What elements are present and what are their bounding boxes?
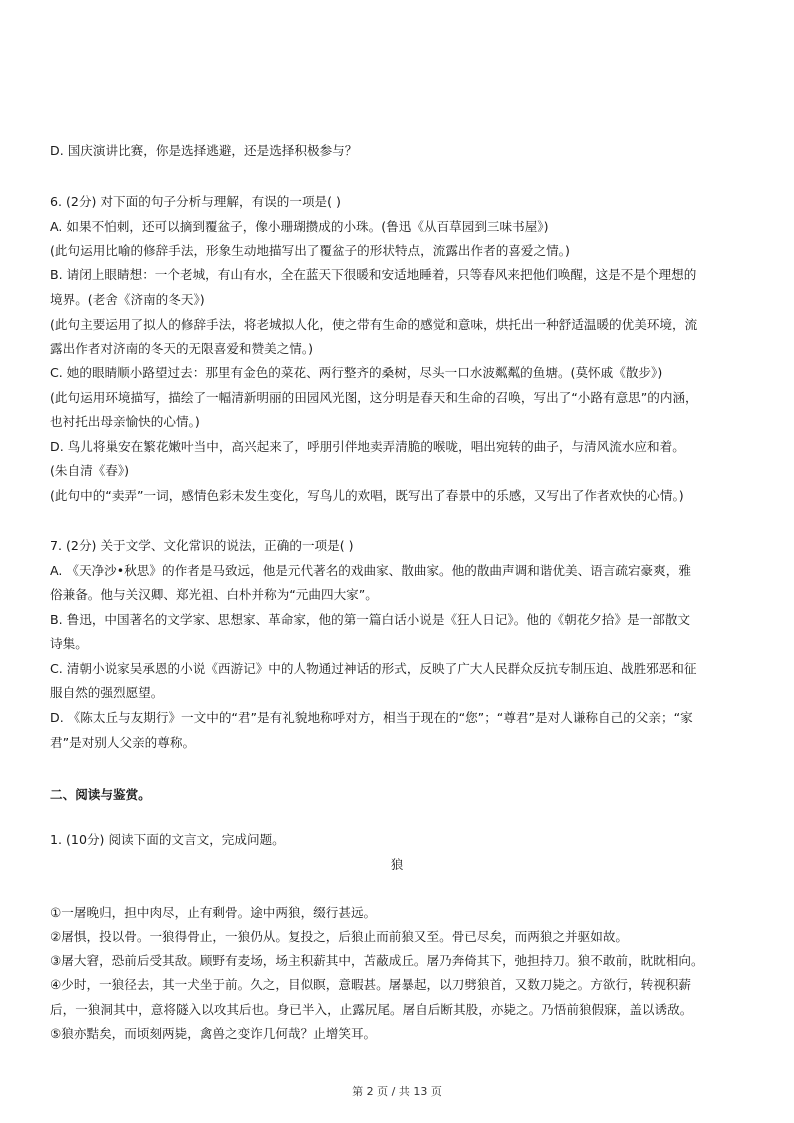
q6-line: (此句中的“卖弄”一词，感情色彩未发生变化，写鸟儿的欢唱，既写出了春景中的乐感，又写出了作者欢快的心情。) bbox=[50, 488, 684, 503]
section-title: 二、阅读与鉴赏。 bbox=[50, 787, 151, 802]
q6-line: (此句运用比喻的修辞手法，形象生动地描写出了覆盆子的形状特点，流露出作者的喜爱之情。) bbox=[50, 243, 570, 258]
q7-line: B. 鲁迅，中国著名的文学家、思想家、革命家，他的第一篇白话小说是《狂人日记》。他的《朝花夕拾》是一部散文 bbox=[50, 612, 691, 627]
q7-line: 服自然的强烈愿望。 bbox=[50, 685, 164, 700]
q7-line: C. 清朝小说家吴承恩的小说《西游记》中的人物通过神话的形式，反映了广大人民群众反抗专制压迫、战胜邪恶和征 bbox=[50, 661, 697, 676]
passage-paragraph: 后，一狼洞其中，意将隧入以攻其后也。身已半入，止露尻尾。屠自后断其股，亦毙之。乃悟前狼假寐，盖以诱敌。 bbox=[50, 1002, 693, 1017]
q6-line: 也衬托出母亲愉快的心情。) bbox=[50, 414, 200, 429]
passage-paragraph: ②屠惧，投以骨。一狼得骨止，一狼仍从。复投之，后狼止而前狼又至。骨已尽矣，而两狼之并驱如故。 bbox=[50, 929, 629, 944]
q7-line: 君”是对别人父亲的尊称。 bbox=[50, 735, 196, 750]
passage-paragraph: ③屠大窘，恐前后受其敌。顾野有麦场，场主积薪其中，苫蔽成丘。屠乃奔倚其下，弛担持刀。狼不敢前，眈眈相向。 bbox=[50, 953, 704, 968]
passage-paragraph: ⑤狼亦黠矣，而顷刻两毙，禽兽之变诈几何哉？止增笑耳。 bbox=[50, 1026, 377, 1041]
q6-line: D. 鸟儿将巢安在繁花嫩叶当中，高兴起来了，呼朋引伴地卖弄清脆的喉咙，唱出宛转的曲子，与清风流水应和着。 bbox=[50, 439, 685, 454]
q6-line: (此句运用环境描写，描绘了一幅清新明丽的田园风光图，这分明是春天和生命的召唤，写出了“小路有意思”的内涵， bbox=[50, 390, 698, 405]
passage-paragraph: ①一屠晚归，担中肉尽，止有剩骨。途中两狼，缀行甚远。 bbox=[50, 905, 377, 920]
reading-stem: 1. (10分) 阅读下面的文言文，完成问题。 bbox=[50, 832, 285, 847]
q7-line: 俗兼备。他与关汉卿、郑光祖、白朴并称为“元曲四大家”。 bbox=[50, 587, 378, 602]
q6-line: A. 如果不怕刺，还可以摘到覆盆子，像小珊瑚攒成的小珠。(鲁迅《从百草园到三味书屋》) bbox=[50, 219, 549, 234]
q7-stem: 7. (2分) 关于文学、文化常识的说法，正确的一项是( ) bbox=[50, 538, 354, 553]
q6-line: (此句主要运用了拟人的修辞手法，将老城拟人化，使之带有生命的感觉和意味，烘托出一种舒适温暖的优美环境，流 bbox=[50, 317, 698, 332]
q7-line: A. 《天净沙•秋思》的作者是马致远，他是元代著名的戏曲家、散曲家。他的散曲声调和谐优美、语言疏宕豪爽，雅 bbox=[50, 563, 691, 578]
passage-title: 狼 bbox=[390, 857, 404, 872]
q7-line: 诗集。 bbox=[50, 636, 88, 651]
q6-stem: 6. (2分) 对下面的句子分析与理解，有误的一项是( ) bbox=[50, 194, 341, 209]
q6-line: 露出作者对济南的冬天的无限喜爱和赞美之情。) bbox=[50, 341, 314, 356]
page-footer: 第 2 页 / 共 13 页 bbox=[352, 1085, 442, 1098]
q6-line: B. 请闭上眼睛想：一个老城，有山有水，全在蓝天下很暖和安适地睡着，只等春风来把他们唤醒，这是不是个理想的 bbox=[50, 267, 697, 282]
q6-line: C. 她的眼睛顺小路望过去：那里有金色的菜花、两行整齐的桑树，尽头一口水波粼粼的鱼塘。(莫怀戚《散步》) bbox=[50, 365, 663, 380]
q5-option-d: D. 国庆演讲比赛，你是选择逃避，还是选择积极参与？ bbox=[50, 143, 358, 158]
q7-line: D. 《陈太丘与友期行》一文中的“君”是有礼貌地称呼对方，相当于现在的“您”；“尊君”是对人谦称自己的父亲；“家 bbox=[50, 710, 693, 725]
q6-line: (朱自清《春》) bbox=[50, 463, 130, 478]
passage-paragraph: ④少时，一狼径去，其一犬坐于前。久之，目似瞑，意暇甚。屠暴起，以刀劈狼首，又数刀毙之。方欲行，转视积薪 bbox=[50, 977, 691, 992]
q6-line: 境界。(老舍《济南的冬天》) bbox=[50, 292, 205, 307]
